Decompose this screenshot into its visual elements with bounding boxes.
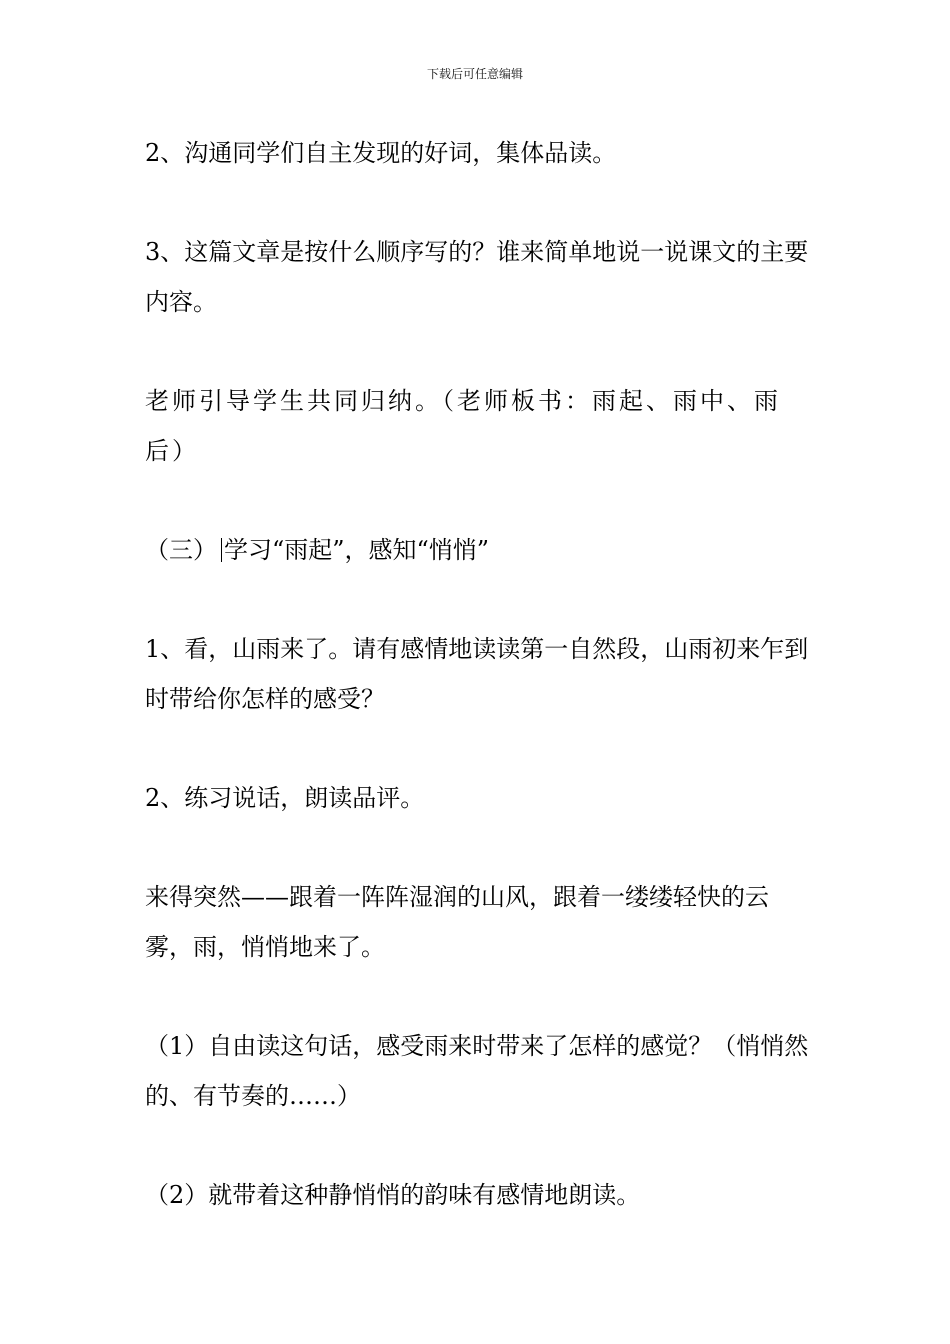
paragraph-2: 3、这篇文章是按什么顺序写的？谁来简单地说一说课文的主要内容。 xyxy=(145,238,809,316)
paragraph-gap xyxy=(145,327,813,376)
section-number: （三） xyxy=(145,536,217,564)
paragraph-6: 2、练习说话，朗读品评。 xyxy=(145,784,425,812)
section-title: 学习“雨起”，感知“悄悄” xyxy=(224,536,490,564)
paragraph-gap xyxy=(145,575,813,624)
paragraph-3: 老师引导学生共同归纳。（老师板书：雨起、雨中、雨后） xyxy=(145,387,781,465)
paragraph-7: 来得突然——跟着一阵阵湿润的山风，跟着一缕缕轻快的云雾，雨，悄悄地来了。 xyxy=(145,883,769,961)
paragraph-1: 2、沟通同学们自主发现的好词，集体品读。 xyxy=(145,139,617,167)
paragraph-gap xyxy=(145,1121,813,1170)
paragraph-8: （1）自由读这句话，感受雨来时带来了怎样的感觉？（悄悄然的、有节奏的……） xyxy=(145,1032,809,1110)
paragraph-gap xyxy=(145,476,813,525)
text-cursor xyxy=(221,538,222,562)
page-header: 下载后可任意编辑 xyxy=(426,67,523,81)
paragraph-gap xyxy=(145,724,813,773)
section-heading xyxy=(145,525,813,575)
paragraph-gap xyxy=(145,972,813,1021)
paragraph-5: 1、看，山雨来了。请有感情地读读第一自然段，山雨初来乍到时带给你怎样的感受？ xyxy=(145,635,809,713)
paragraph-9: （2）就带着这种静悄悄的韵味有感情地朗读。 xyxy=(145,1181,641,1209)
paragraph-gap xyxy=(145,823,813,872)
paragraph-gap xyxy=(145,178,813,227)
document-body xyxy=(145,128,813,1220)
